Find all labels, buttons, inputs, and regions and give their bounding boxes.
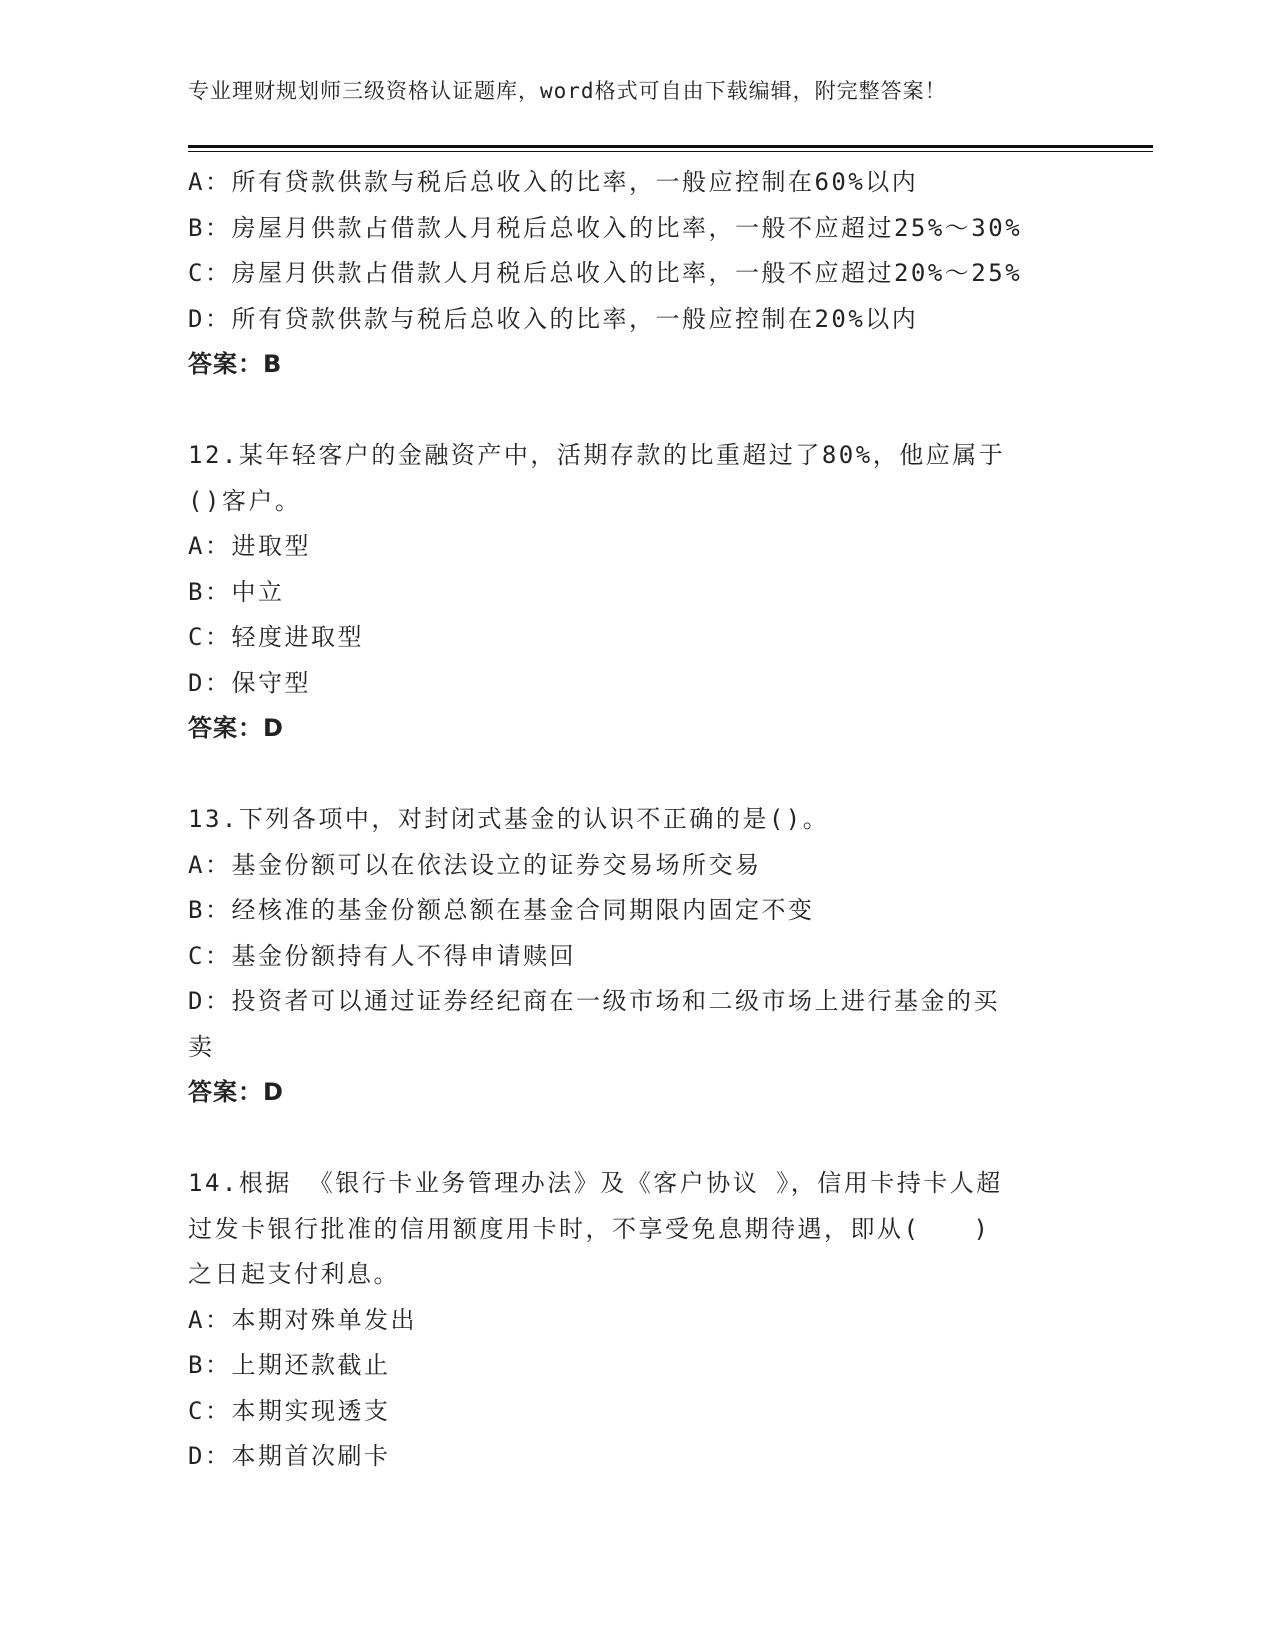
- header-divider-thin: [188, 151, 1153, 152]
- option-a: A：本期对殊单发出: [188, 1305, 417, 1334]
- page-header: 专业理财规划师三级资格认证题库，word格式可自由下载编辑，附完整答案！: [188, 79, 947, 103]
- question-11: [188, 160, 1088, 388]
- option-d: D：投资者可以通过证券经纪商在一级市场和二级市场上进行基金的买: [188, 987, 1000, 1015]
- option-d: D：保守型: [188, 668, 311, 697]
- option-b: B：经核准的基金份额总额在基金合同期限内固定不变: [188, 896, 815, 924]
- option-a: A：进取型: [188, 532, 311, 560]
- option-d-continued: 卖: [188, 1032, 215, 1061]
- answer-line: 答案：B: [188, 350, 283, 378]
- option-c: C：本期实现透支: [188, 1396, 391, 1425]
- option-a: A：所有贷款供款与税后总收入的比率，一般应控制在60%以内: [188, 168, 919, 196]
- header-divider-thick: [188, 145, 1153, 148]
- question-stem-continued: 之日起支付利息。: [188, 1260, 400, 1288]
- question-stem-continued: 过发卡银行批准的信用额度用卡时，不享受免息期待遇，即从( ): [188, 1214, 991, 1243]
- option-b: B：房屋月供款占借款人月税后总收入的比率，一般不应超过25%～30%: [188, 213, 1023, 242]
- answer-line: 答案：D: [188, 1078, 284, 1106]
- option-c: C：轻度进取型: [188, 623, 364, 651]
- question-14: [188, 1161, 1088, 1480]
- question-12: [188, 433, 1088, 752]
- question-stem: 14.根据 《银行卡业务管理办法》及《客户协议 》，信用卡持卡人超: [188, 1169, 1003, 1197]
- option-c: C：基金份额持有人不得申请赎回: [188, 941, 576, 970]
- option-b: B：中立: [188, 577, 285, 606]
- answer-line: 答案：D: [188, 714, 284, 742]
- question-content: [188, 160, 1088, 1480]
- option-d: D：本期首次刷卡: [188, 1442, 391, 1470]
- option-d: D：所有贷款供款与税后总收入的比率，一般应控制在20%以内: [188, 304, 919, 333]
- option-c: C：房屋月供款占借款人月税后总收入的比率，一般不应超过20%～25%: [188, 259, 1023, 287]
- option-a: A：基金份额可以在依法设立的证券交易场所交易: [188, 850, 762, 879]
- option-b: B：上期还款截止: [188, 1351, 391, 1379]
- question-stem-continued: ()客户。: [188, 486, 302, 515]
- question-13: [188, 797, 1088, 1116]
- question-stem: 12.某年轻客户的金融资产中，活期存款的比重超过了80%，他应属于: [188, 441, 1006, 469]
- question-stem: 13.下列各项中，对封闭式基金的认识不正确的是()。: [188, 805, 830, 833]
